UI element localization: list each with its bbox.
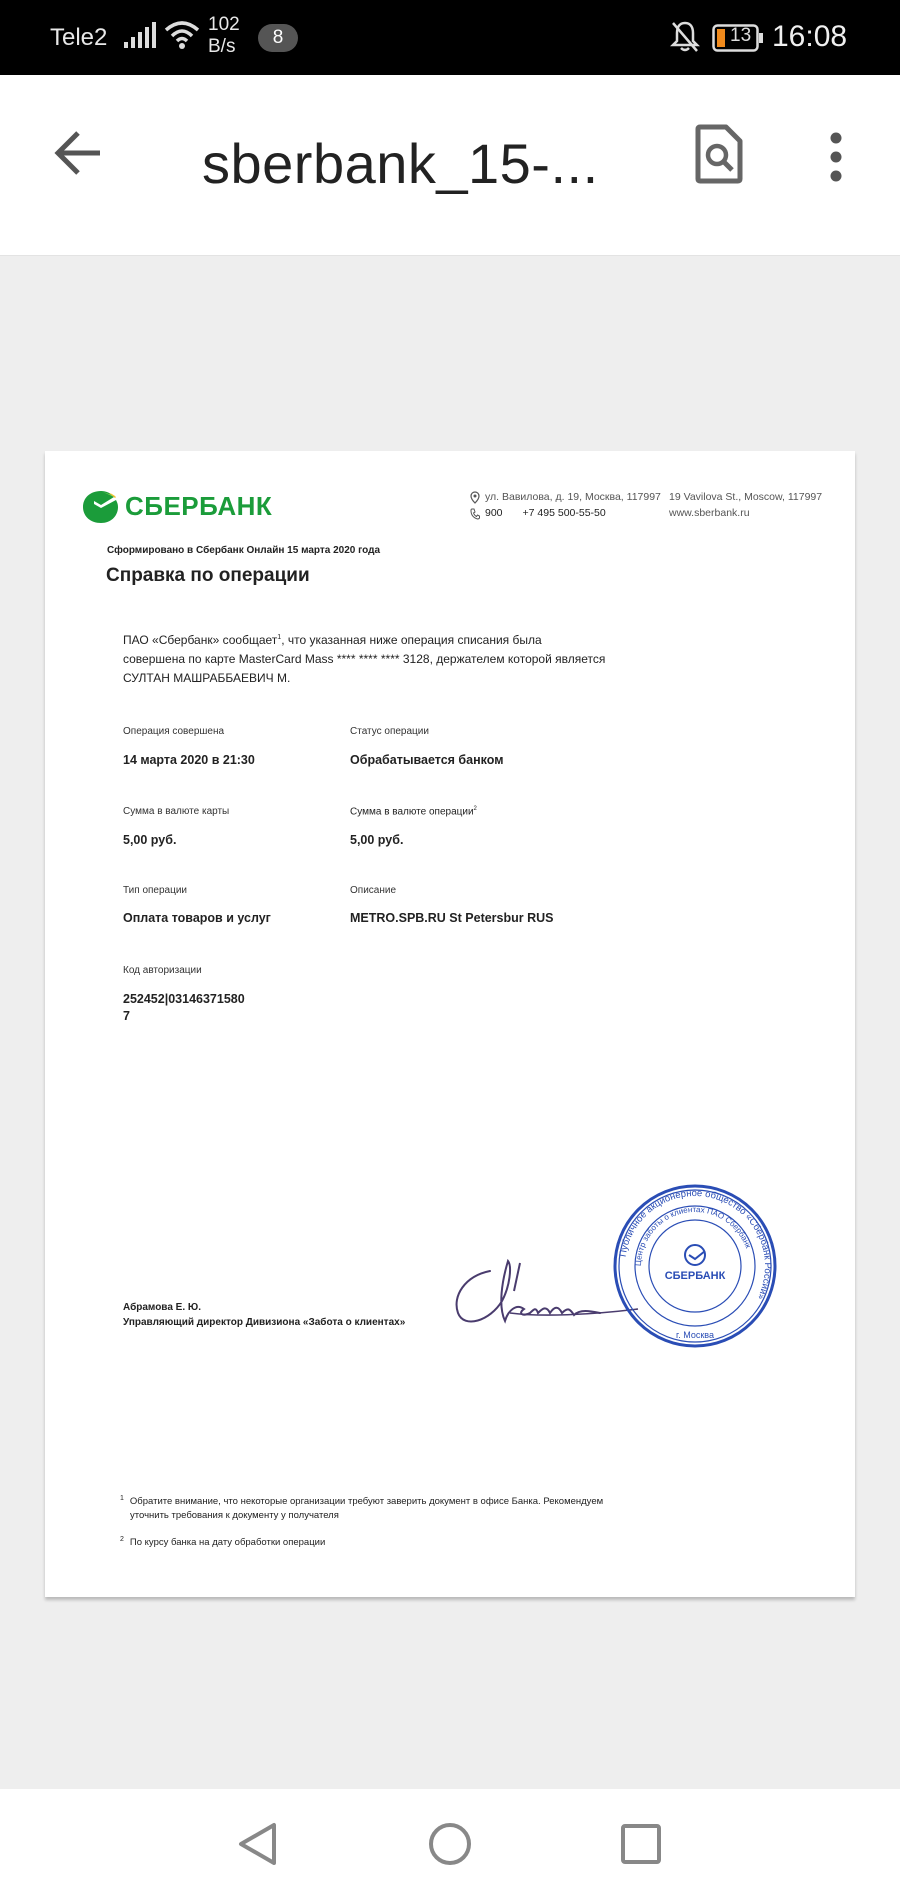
phone-long: +7 495 500-55-50 — [522, 507, 606, 519]
auth-code-line2: 7 — [123, 1009, 130, 1023]
signer-role: Управляющий директор Дивизиона «Забота о клиентах» — [123, 1317, 406, 1328]
cardholder-name: СУЛТАН МАШРАББАЕВИЧ М. — [123, 671, 291, 685]
footnote-1-line2: уточнить требования к документу у получателя — [130, 1510, 339, 1522]
card-amount-value: 5,00 руб. — [123, 833, 177, 847]
signal-icon — [124, 22, 158, 55]
bank-stamp-icon — [610, 1181, 780, 1356]
document-search-icon[interactable] — [694, 123, 744, 190]
footnote-1 — [120, 1492, 640, 1523]
document-title: Справка по операции — [106, 565, 310, 586]
footnote-2 — [120, 1536, 325, 1548]
bell-off-icon — [670, 20, 700, 59]
notification-badge: 8 — [258, 24, 298, 52]
nav-recents-icon[interactable] — [620, 1823, 662, 1870]
footnote-1-line1: Обратите внимание, что некоторые организации требуют заверить документ в офисе Банка. Рекомендуем — [129, 1496, 604, 1508]
intro-text-a: ПАО «Сбербанк» сообщает — [123, 633, 278, 647]
footnote-2-text: По курсу банка на дату обработки операции — [129, 1537, 326, 1549]
carrier-name: Tele2 — [50, 24, 108, 51]
status-bar — [0, 0, 900, 75]
type-value: Оплата товаров и услуг — [123, 911, 271, 925]
op-amount-label — [350, 806, 477, 817]
status-label: Статус операции — [350, 726, 429, 737]
phone-numbers — [473, 507, 606, 519]
svg-text:СБЕРБАНК: СБЕРБАНК — [664, 1270, 726, 1282]
bank-logo-text: СБЕРБАНК — [125, 491, 273, 521]
op-amount-value: 5,00 руб. — [350, 833, 404, 847]
phone-short: 900 — [485, 507, 503, 519]
auth-code-line1: 252452|03146371580 — [123, 992, 245, 1006]
network-speed — [208, 14, 240, 58]
nav-home-icon[interactable] — [427, 1821, 473, 1872]
website: www.sberbank.ru — [669, 507, 750, 519]
nav-back-icon[interactable] — [236, 1821, 280, 1872]
back-arrow-icon[interactable] — [52, 127, 104, 184]
generated-note: Сформировано в Сбербанк Онлайн 15 марта 2020 года — [107, 545, 381, 556]
svg-text:г. Москва: г. Москва — [676, 1330, 714, 1340]
app-bar — [0, 75, 900, 256]
description-value: METRO.SPB.RU St Petersbur RUS — [350, 911, 554, 925]
description-label: Описание — [350, 885, 397, 896]
svg-text:Публичное акционерное общество: Публичное акционерное общество «Сбербанк России» — [617, 1187, 774, 1302]
op-amount-label-text: Сумма в валюте операции — [350, 806, 474, 818]
status-value: Обрабатывается банком — [350, 753, 504, 767]
clock: 16:08 — [772, 20, 848, 53]
auth-code-value — [123, 991, 245, 1025]
intro-paragraph — [123, 628, 643, 688]
op-date-value: 14 марта 2020 в 21:30 — [123, 753, 255, 767]
footnote-2-mark: 2 — [120, 1536, 124, 1543]
intro-text-b: , что указанная ниже операция списания была — [281, 633, 542, 647]
footnote-ref-2: 2 — [473, 806, 477, 812]
op-date-label: Операция совершена — [123, 726, 225, 737]
address-ru: ул. Вавилова, д. 19, Москва, 117997 — [485, 491, 661, 503]
navigation-bar — [0, 1789, 900, 1900]
signer-name: Абрамова Е. Ю. — [123, 1302, 201, 1313]
intro-text-line2: совершена по карте MasterCard Mass **** **** **** 3128, держателем которой является — [123, 652, 606, 666]
document-viewer[interactable] — [0, 256, 900, 1789]
svg-text:Центр заботы о клиентах ПАО Сб: Центр заботы о клиентах ПАО Сбербанк — [633, 1204, 753, 1267]
sberbank-logo-icon — [81, 489, 121, 530]
footnote-1-mark: 1 — [120, 1495, 124, 1502]
net-speed-unit: B/s — [208, 36, 236, 57]
auth-code-label: Код авторизации — [123, 965, 202, 976]
address-en: 19 Vavilova St., Moscow, 117997 — [669, 491, 823, 503]
type-label: Тип операции — [123, 885, 188, 896]
footnote-ref-1: 1 — [277, 634, 282, 641]
wifi-icon — [164, 20, 200, 55]
battery-level: 13 — [730, 25, 752, 46]
more-vert-icon[interactable] — [826, 131, 846, 188]
file-title: sberbank_15-... — [202, 132, 599, 195]
document-page — [45, 451, 855, 1597]
net-speed-value: 102 — [208, 14, 240, 35]
card-amount-label: Сумма в валюте карты — [123, 806, 230, 817]
